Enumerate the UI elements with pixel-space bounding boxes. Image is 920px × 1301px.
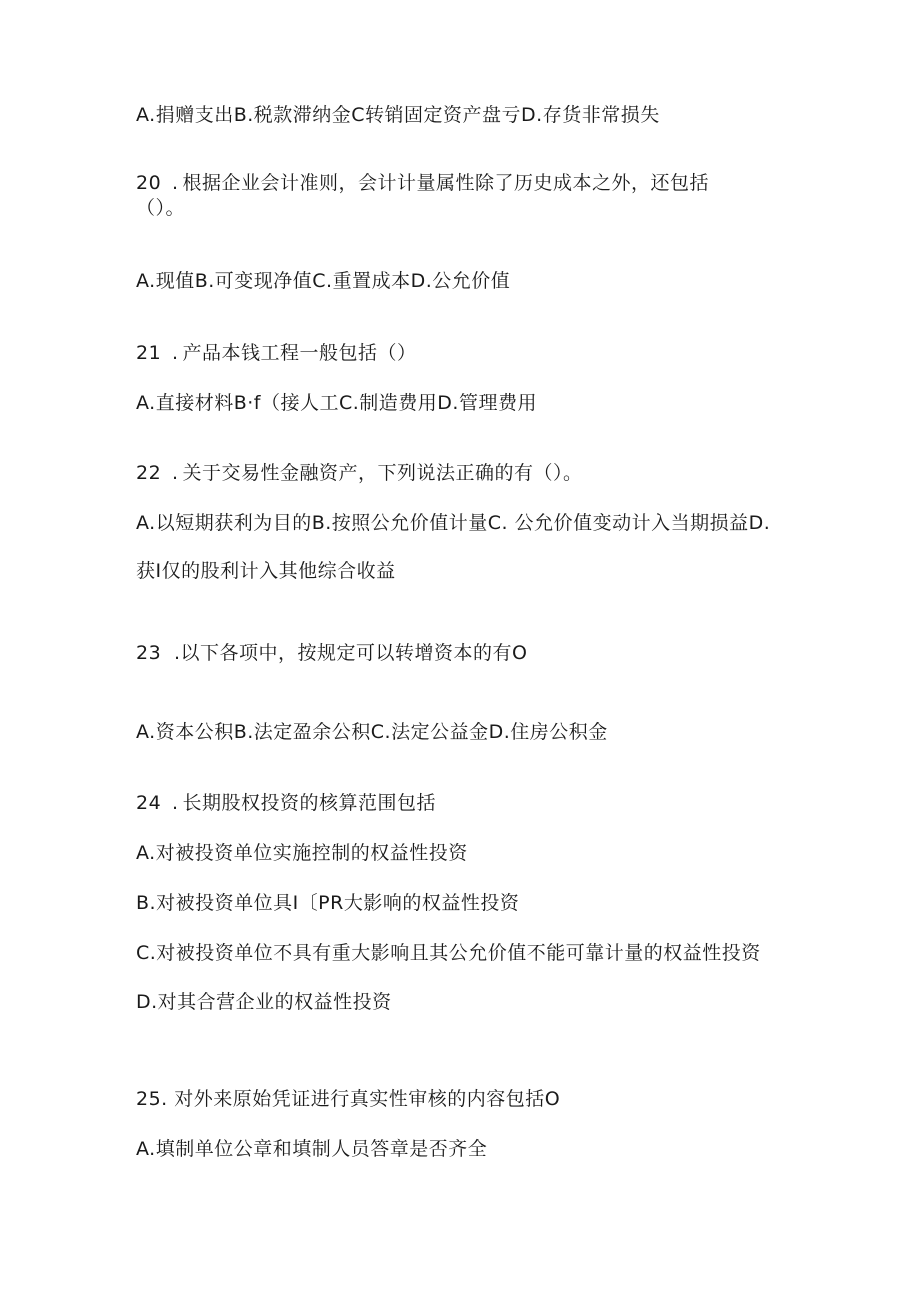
q19-options: A.捐赠支出B.税款滞纳金C转销固定资产盘亏D.存货非常损失 [136,104,660,126]
q20-number: 20 [136,172,162,194]
q22-options-line1: A.以短期获利为目的B.按照公允价值计量C. 公允价值变动计入当期损益D. [136,512,771,534]
q24-option-b: B.对被投资单位具I〔PR大影响的权益性投资 [136,892,520,914]
q24-dot: . [172,792,179,814]
q20-options: A.现值B.可变现净值C.重置成本D.公允价值 [136,270,511,292]
q21-dot: . [172,342,179,364]
q21-options: A.直接材料B·f（接人工C.制造费用D.管理费用 [136,392,537,414]
q23-question [136,641,528,665]
q20-question [136,171,709,195]
q24-option-c: C.对被投资单位不具有重大影响且其公允价值不能可靠计量的权益性投资 [136,942,761,964]
q25-question: 25. 对外来原始凭证进行真实性审核的内容包括O [136,1088,561,1110]
q21-number: 21 [136,342,162,364]
q25-option-a: A.填制单位公章和填制人员答章是否齐全 [136,1138,488,1160]
q24-question [136,791,436,815]
q21-text: 产品本钱工程一般包括（） [182,342,417,364]
q23-options: A.资本公积B.法定盈余公积C.法定公益金D.住房公积金 [136,721,608,743]
q24-option-d: D.对其合营企业的权益性投资 [136,991,392,1013]
q24-number: 24 [136,792,162,814]
q22-number: 22 [136,462,162,484]
q21-question [136,341,417,365]
q20-text: 根据企业会计准则，会计计量属性除了历史成本之外，还包括 [182,172,710,194]
q22-text: 关于交易性金融资产，下列说法正确的有（）。 [182,462,583,484]
q24-option-a: A.对被投资单位实施控制的权益性投资 [136,842,468,864]
q24-text: 长期股权投资的核算范围包括 [182,792,437,814]
q20-question-cont: （）。 [136,197,186,219]
q22-question [136,461,583,485]
q23-number: 23 [136,642,162,664]
q20-dot: . [172,172,179,194]
q23-text: .以下各项中，按规定可以转增资本的有O [174,642,528,664]
q22-dot: . [172,462,179,484]
q22-options-line2: 获I仅的股利计入其他综合收益 [136,560,396,582]
